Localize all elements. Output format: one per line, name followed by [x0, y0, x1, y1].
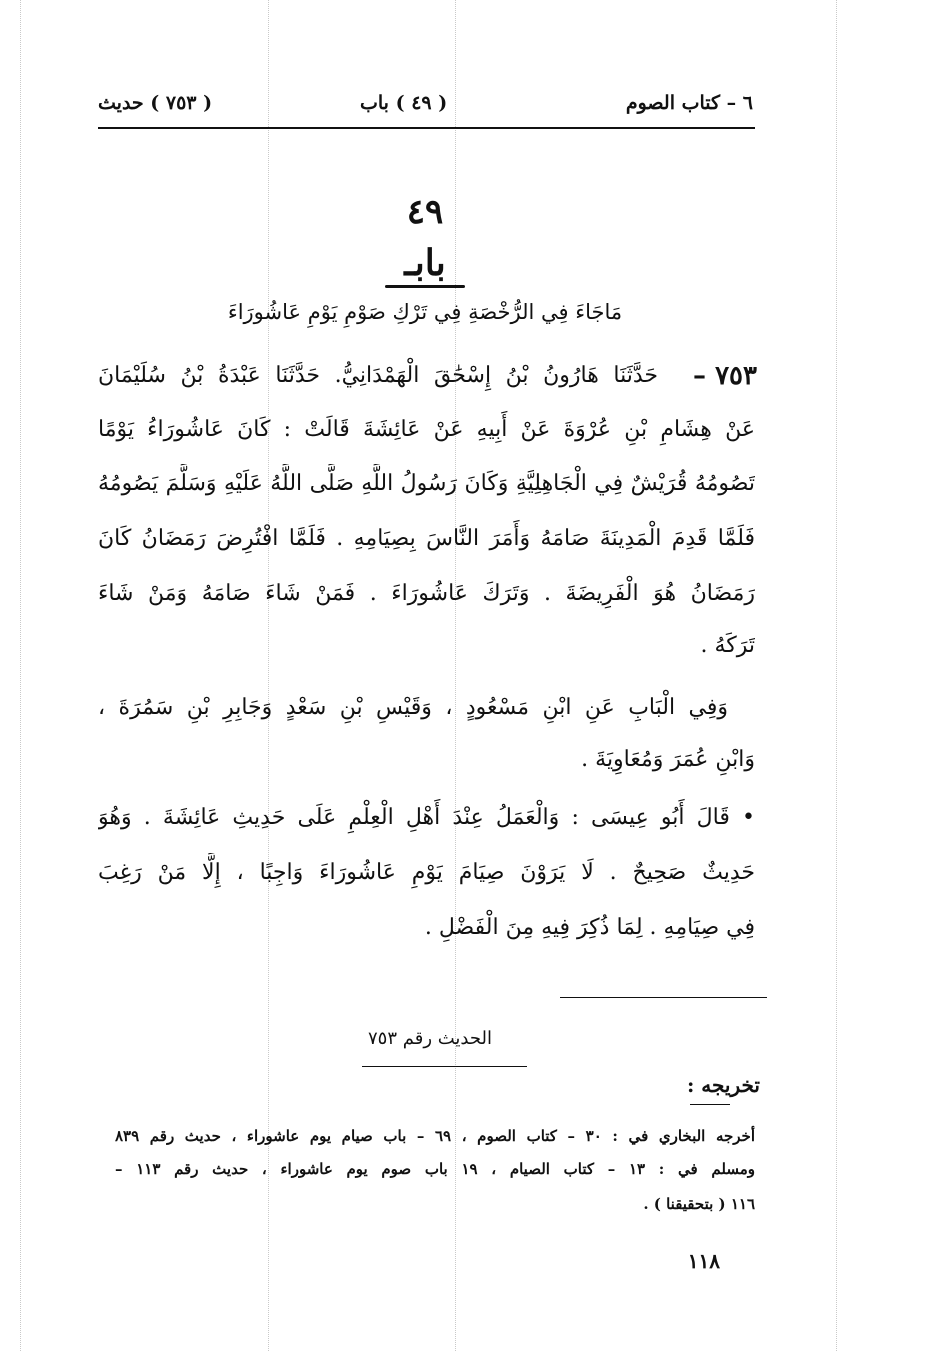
footnote-line-3: ١١٦ ( بتحقيقنا ) . — [643, 1195, 755, 1213]
footnote-label-underline — [690, 1104, 730, 1105]
scan-artifact — [20, 0, 21, 1351]
commentary-line-1: • قَالَ أَبُو عِيسَى : وَالْعَمَلُ عِنْدَ أَهْلِ الْعِلْمِ عَلَى حَدِيثِ عَائِشَةَ . وَهُوَ — [98, 805, 755, 830]
chapter-number: ٤٩ — [406, 192, 444, 232]
chapter-label: بابـ — [404, 242, 446, 284]
hadith-number: ٧٥٣ – — [693, 361, 757, 391]
hadith-line-3: تَصُومُهُ قُرَيْشٌ فِي الْجَاهِلِيَّةِ وَكَانَ رَسُولُ اللَّهِ صَلَّى اللَّهُ عَلَيْهِ وَسَلَّمَ يَصُومُهُ — [98, 471, 755, 496]
header-hadith: ( ٧٥٣ ) حديث — [98, 92, 213, 114]
footnote-label: تخريجه : — [686, 1073, 760, 1097]
hadith-line-6: تَرَكَهُ . — [700, 633, 755, 658]
header-rule — [98, 127, 755, 129]
header-section: ٦ – كتاب الصوم — [625, 92, 753, 114]
hadith-line-2: عَنْ هِشَامِ بْنِ عُرْوَةَ عَنْ أَبِيهِ عَنْ عَائِشَةَ قَالَتْ : كَانَ عَاشُورَاءُ يَوْمًا — [98, 417, 755, 442]
commentary-line-2: حَدِيثٌ صَحِيحٌ . لَا يَرَوْنَ صِيَامَ يَوْمِ عَاشُورَاءَ وَاجِبًا ، إِلَّا مَنْ رَغِبَ — [98, 860, 755, 885]
footnote-heading: الحديث رقم ٧٥٣ — [368, 1028, 492, 1049]
hadith-line-4: فَلَمَّا قَدِمَ الْمَدِينَةَ صَامَهُ وَأَمَرَ النَّاسَ بِصِيَامِهِ . فَلَمَّا افْتُرِضَ رَمَضَانُ كَانَ — [98, 526, 755, 551]
bab-line-1: وَفِي الْبَابِ عَنِ ابْنِ مَسْعُودٍ ، وَقَيْسِ بْنِ سَعْدٍ وَجَابِرِ بْنِ سَمُرَةَ ، — [98, 695, 728, 720]
footnote-line-1: أخرجه البخاري في : ٣٠ – كتاب الصوم ، ٦٩ – باب صيام يوم عاشوراء ، حديث رقم ٨٣٩ — [115, 1127, 755, 1145]
running-header — [98, 88, 753, 128]
commentary-line-3: فِي صِيَامِهِ . لِمَا ذُكِرَ فِيهِ مِنَ الْفَضْلِ . — [424, 915, 755, 940]
footnote-heading-underline — [362, 1066, 527, 1067]
chapter-label-underline — [385, 285, 465, 288]
bab-line-2: وَابْنِ عُمَرَ وَمُعَاوِيَةَ . — [581, 747, 755, 772]
page-number: ١١٨ — [687, 1249, 720, 1273]
footnote-separator — [560, 997, 767, 998]
hadith-line-5: رَمَضَانُ هُوَ الْفَرِيضَةَ . وَتَرَكَ عَاشُورَاءَ . فَمَنْ شَاءَ صَامَهُ وَمَنْ شَاءَ — [98, 581, 755, 606]
hadith-line-1: حَدَّثَنَا هَارُونُ بْنُ إِسْحَٰقَ الْهَمْدَانِيُّ. حَدَّثَنَا عَبْدَةُ بْنُ سُلَيْمَانَ — [98, 363, 658, 388]
header-chapter: ( ٤٩ ) باب — [360, 92, 448, 114]
footnote-line-2: ومسلم في : ١٣ – كتاب الصيام ، ١٩ باب صوم يوم عاشوراء ، حديث رقم ١١٣ – — [115, 1160, 755, 1178]
chapter-title: مَاجَاءَ فِي الرُّخْصَةِ فِي تَرْكِ صَوْمِ يَوْمِ عَاشُورَاءَ — [227, 300, 623, 324]
scan-artifact — [836, 0, 837, 1351]
